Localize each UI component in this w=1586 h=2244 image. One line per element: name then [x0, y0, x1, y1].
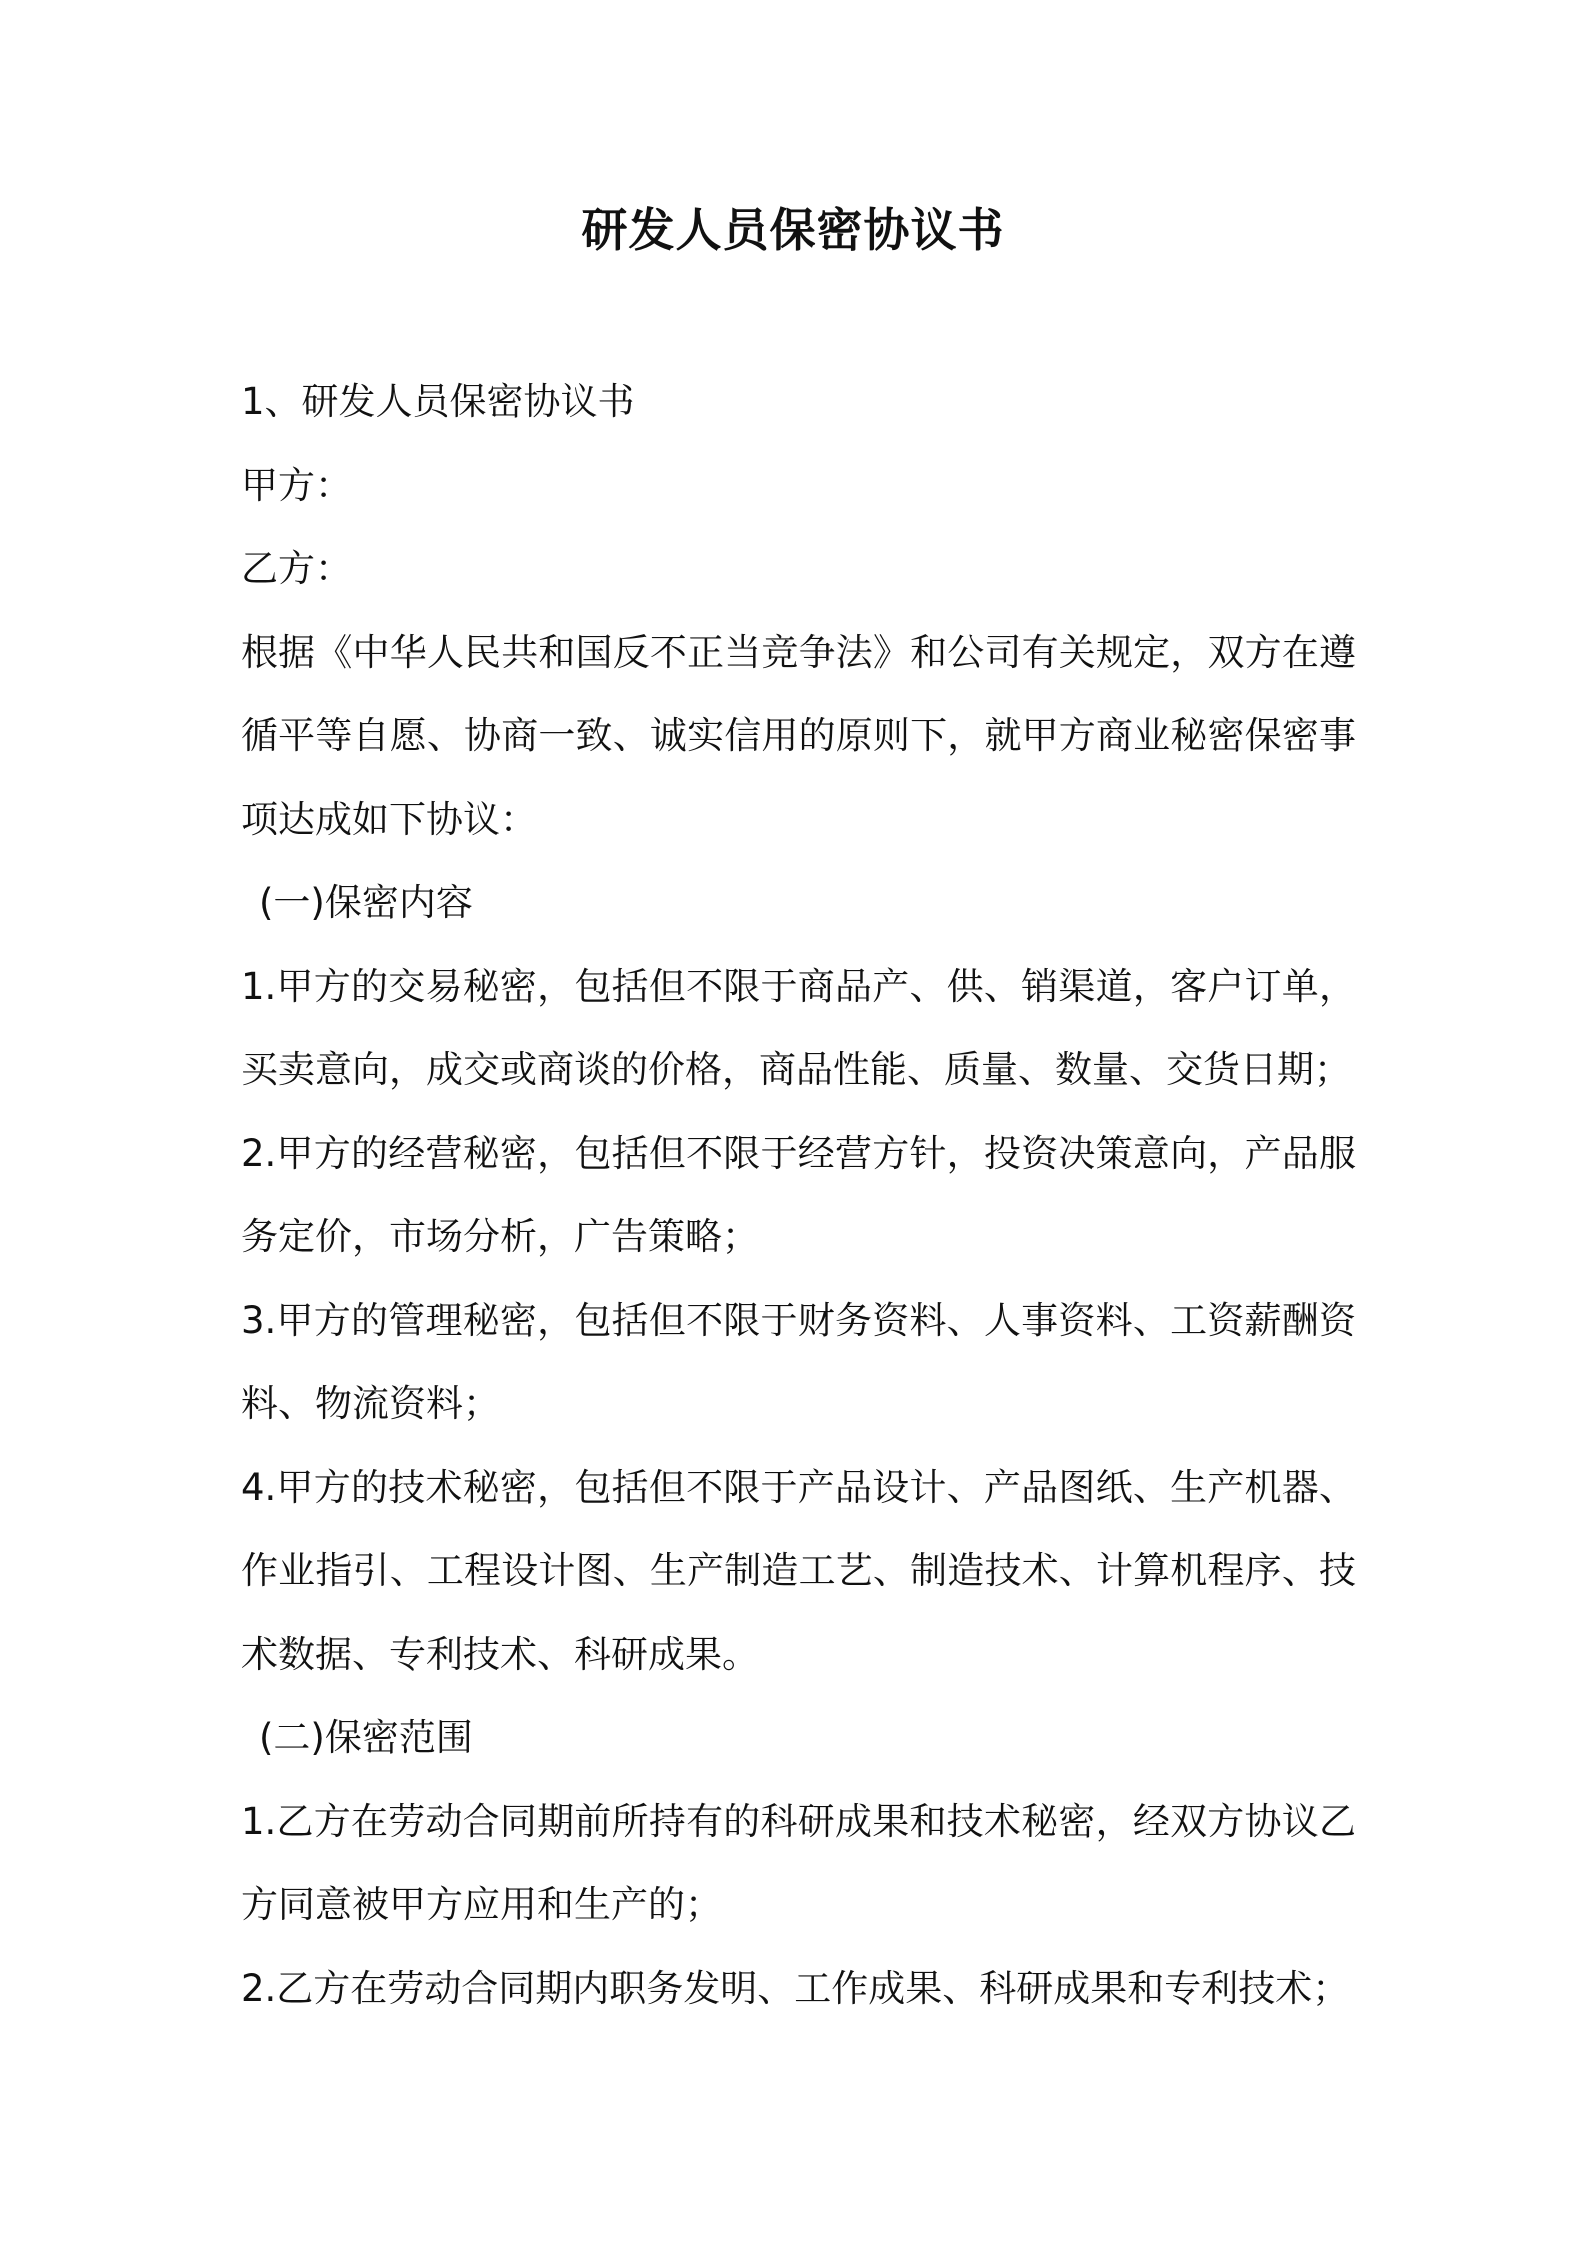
- clause-paragraph: 2.乙方在劳动合同期内职务发明、工作成果、科研成果和专利技术；: [241, 1966, 1350, 2010]
- party-a-line: 甲方：: [241, 463, 352, 507]
- document-body: [241, 360, 1356, 2030]
- section-heading-scope: (二)保密范围: [259, 1716, 473, 1759]
- party-b-line: 乙方：: [241, 547, 352, 590]
- clause-paragraph: 3.甲方的管理秘密，包括但不限于财务资料、人事资料、工资薪酬资料、物流资料；: [241, 1298, 1356, 1425]
- document-title: 研发人员保密协议书: [581, 203, 1005, 257]
- clause-paragraph: 1.甲方的交易秘密，包括但不限于商品产、供、销渠道，客户订单，买卖意向，成交或商谈的价格，商品性能、质量、数量、交货日期；: [241, 964, 1356, 1091]
- clause-paragraph: 1.乙方在劳动合同期前所持有的科研成果和技术秘密，经双方协议乙方同意被甲方应用和生产的；: [241, 1799, 1356, 1926]
- section-heading-content: (一)保密内容: [259, 881, 473, 924]
- heading-line: 1、研发人员保密协议书: [241, 380, 635, 423]
- preamble-paragraph: 根据《中华人民共和国反不正当竞争法》和公司有关规定，双方在遵循平等自愿、协商一致、诚实信用的原则下，就甲方商业秘密保密事项达成如下协议：: [241, 630, 1356, 841]
- clause-paragraph: 4.甲方的技术秘密，包括但不限于产品设计、产品图纸、生产机器、作业指引、工程设计图、生产制造工艺、制造技术、计算机程序、技术数据、专利技术、科研成果。: [241, 1465, 1356, 1676]
- clause-paragraph: 2.甲方的经营秘密，包括但不限于经营方针，投资决策意向，产品服务定价，市场分析，广告策略；: [241, 1131, 1356, 1258]
